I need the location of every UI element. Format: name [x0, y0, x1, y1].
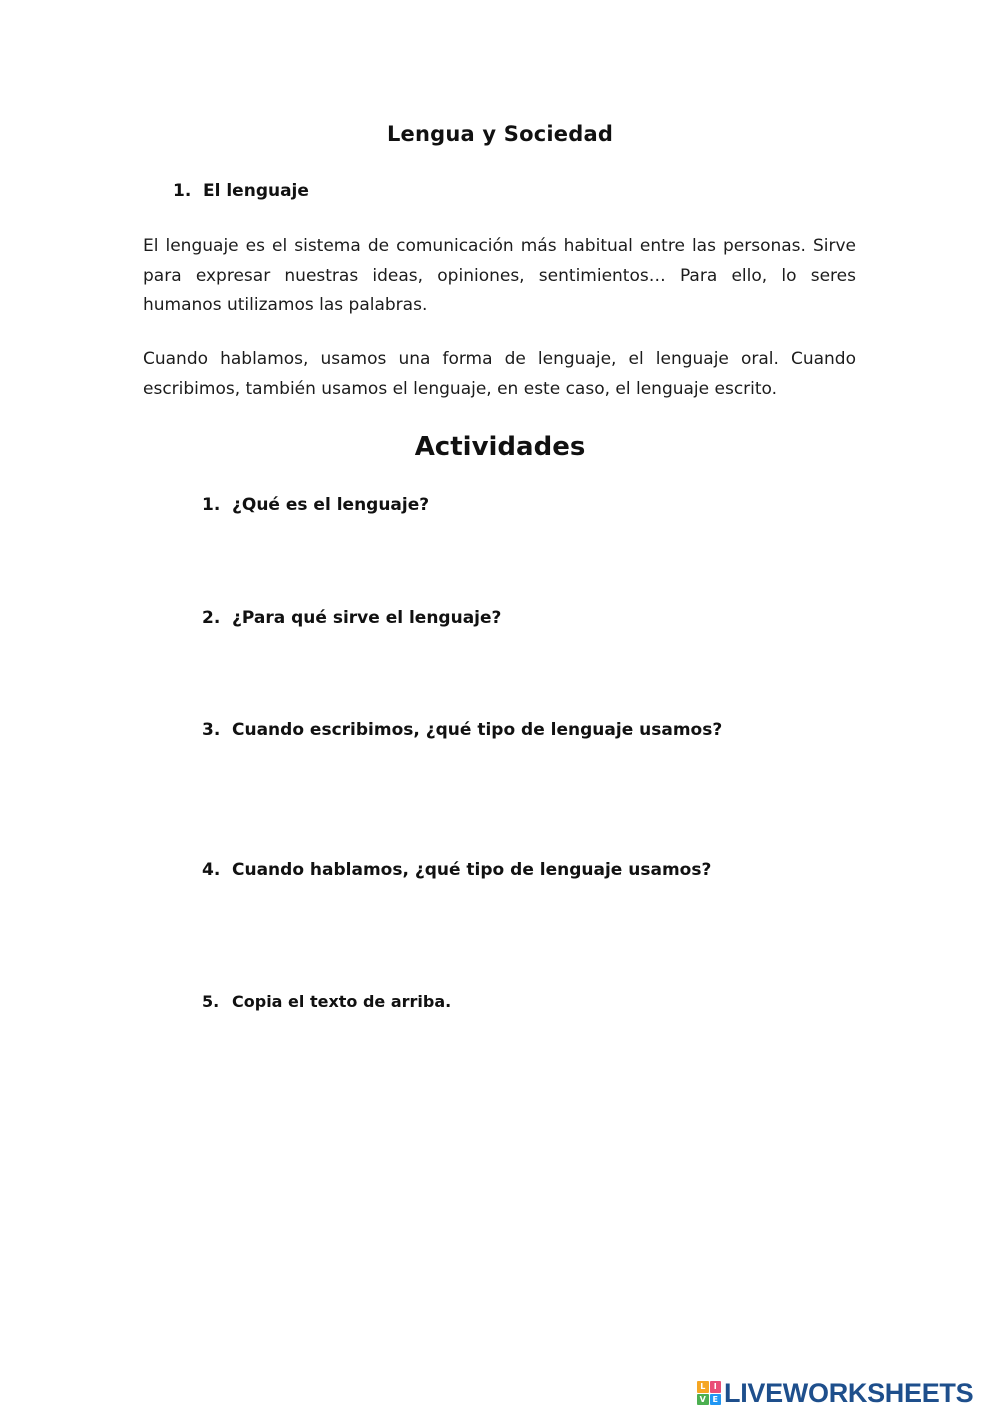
question-4 [202, 860, 711, 880]
question-text: ¿Qué es el lenguaje? [232, 495, 430, 515]
section-number: 1. [173, 181, 192, 201]
paragraph-intro: El lenguaje es el sistema de comunicación más habitual entre las personas. Sirve para expresar nuestras ideas, opiniones, sentimientos… Para ello, lo seres humanos utilizamos las palabras. [143, 236, 856, 315]
section-title: El lenguaje [203, 181, 309, 201]
paragraph-oral-written: Cuando hablamos, usamos una forma de lenguaje, el lenguaje oral. Cuando escribimos, también usamos el lenguaje, en este caso, el lenguaje escrito. [143, 349, 856, 399]
question-text: ¿Para qué sirve el lenguaje? [232, 608, 502, 628]
question-text: Cuando hablamos, ¿qué tipo de lenguaje usamos? [232, 860, 712, 880]
logo-tile: V [697, 1394, 709, 1406]
question-number: 2. [202, 608, 221, 628]
logo-tile: I [710, 1381, 722, 1393]
question-text: Copia el texto de arriba. [232, 992, 452, 1011]
logo-tile: L [697, 1381, 709, 1393]
question-number: 3. [202, 720, 221, 740]
logo-tile: E [710, 1394, 722, 1406]
liveworksheets-logo-text: LIVEWORKSHEETS [724, 1377, 974, 1408]
question-number: 1. [202, 495, 221, 515]
liveworksheets-logo [697, 1378, 973, 1408]
question-1 [202, 495, 429, 515]
question-number: 4. [202, 860, 221, 880]
question-5 [202, 992, 451, 1011]
page-title: Lengua y Sociedad [386, 122, 614, 146]
activities-title: Actividades [414, 432, 586, 462]
liveworksheets-logo-icon [697, 1381, 721, 1405]
question-text: Cuando escribimos, ¿qué tipo de lenguaje usamos? [232, 720, 723, 740]
question-number: 5. [202, 992, 220, 1011]
section-heading [173, 181, 309, 201]
question-2 [202, 608, 501, 628]
question-3 [202, 720, 722, 740]
